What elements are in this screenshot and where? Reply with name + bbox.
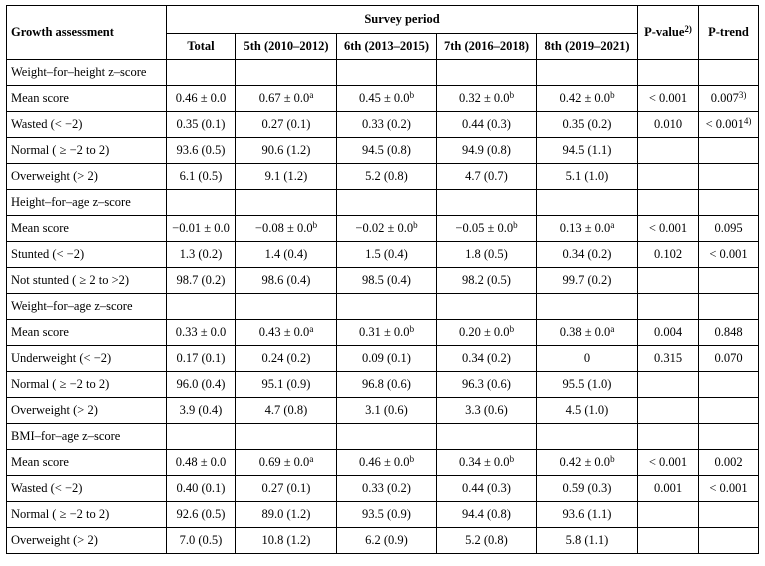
cell-value: 3.3 (0.6) — [465, 403, 508, 417]
cell-7th — [437, 398, 537, 424]
cell-value: 93.5 (0.9) — [362, 507, 411, 521]
cell-7th — [437, 346, 537, 372]
cell-total — [167, 398, 236, 424]
cell-value: 0.315 — [653, 351, 683, 365]
p-value-label: P-value — [644, 25, 685, 39]
cell-value: 0.070 — [714, 351, 743, 365]
cell-5th — [236, 164, 337, 190]
cell-total — [167, 476, 236, 502]
cell-6th — [337, 528, 437, 554]
cell-5th — [236, 138, 337, 164]
empty-cell — [236, 294, 337, 320]
cell-superscript: b — [610, 90, 615, 100]
cell-value: 1.3 (0.2) — [179, 247, 223, 261]
cell-8th — [537, 112, 638, 138]
cell-value: 5.2 (0.8) — [465, 533, 508, 547]
cell-p-value — [638, 242, 699, 268]
cell-5th — [236, 398, 337, 424]
cell-value: 0.31 ± 0.0 — [358, 325, 410, 339]
cell-value: 98.6 (0.4) — [261, 273, 311, 287]
cell-6th — [337, 476, 437, 502]
cell-p-value — [638, 528, 699, 554]
table-wrapper — [6, 5, 759, 554]
cell-value: 6.2 (0.9) — [365, 533, 408, 547]
cell-superscript: a — [309, 454, 314, 464]
table-row — [7, 320, 759, 346]
cell-p-trend — [699, 528, 759, 554]
cell-8th — [537, 268, 638, 294]
empty-cell — [699, 60, 759, 86]
cell-superscript: a — [309, 324, 314, 334]
cell-superscript: b — [409, 454, 415, 464]
cell-p-trend — [699, 216, 759, 242]
cell-p-value — [638, 398, 699, 424]
cell-p-trend — [699, 112, 759, 138]
empty-cell — [537, 294, 638, 320]
cell-p-value — [638, 86, 699, 112]
cell-superscript: 4) — [743, 116, 752, 126]
cell-value: 93.6 (0.5) — [176, 143, 226, 157]
cell-value: 3.1 (0.6) — [365, 403, 408, 417]
cell-6th — [337, 346, 437, 372]
cell-value: 0.33 (0.2) — [362, 117, 411, 131]
cell-value: 0.09 (0.1) — [362, 351, 411, 365]
cell-value: 94.5 (0.8) — [362, 143, 411, 157]
cell-7th — [437, 242, 537, 268]
table-body — [7, 60, 759, 554]
cell-superscript: b — [513, 220, 518, 230]
table-row — [7, 268, 759, 294]
empty-cell — [537, 424, 638, 450]
survey-period-header: Survey period — [167, 6, 638, 34]
section-row — [7, 294, 759, 320]
cell-superscript: 3) — [738, 90, 747, 100]
cell-5th — [236, 268, 337, 294]
section-title: Weight–for–age z–score — [7, 294, 167, 320]
cell-5th — [236, 112, 337, 138]
cell-8th — [537, 528, 638, 554]
cell-superscript: b — [409, 324, 415, 334]
cell-value: < 0.001 — [709, 481, 748, 495]
cell-total — [167, 268, 236, 294]
cell-p-trend — [699, 138, 759, 164]
cell-7th — [437, 112, 537, 138]
cell-value: 3.9 (0.4) — [179, 403, 223, 417]
cell-value: 94.5 (1.1) — [562, 143, 612, 157]
row-label: Mean score — [7, 320, 167, 346]
cell-6th — [337, 450, 437, 476]
cell-value: 0.33 (0.2) — [362, 481, 411, 495]
cell-total — [167, 216, 236, 242]
cell-8th — [537, 372, 638, 398]
cell-5th — [236, 528, 337, 554]
cell-value: 99.7 (0.2) — [562, 273, 612, 287]
cell-value: 94.9 (0.8) — [462, 143, 511, 157]
cell-6th — [337, 138, 437, 164]
cell-value: 5.2 (0.8) — [365, 169, 408, 183]
row-label: Wasted (< −2) — [7, 476, 167, 502]
cell-total — [167, 320, 236, 346]
cell-p-value — [638, 268, 699, 294]
cell-value: 5.1 (1.0) — [565, 169, 609, 183]
empty-cell — [537, 190, 638, 216]
cell-value: < 0.001 — [709, 247, 748, 261]
cell-total — [167, 372, 236, 398]
cell-value: 0.33 ± 0.0 — [175, 325, 227, 339]
cell-value: 0.44 (0.3) — [462, 117, 511, 131]
cell-value: 98.7 (0.2) — [176, 273, 226, 287]
cell-value: 98.5 (0.4) — [362, 273, 411, 287]
row-label: Mean score — [7, 216, 167, 242]
cell-p-trend — [699, 268, 759, 294]
cell-p-trend — [699, 372, 759, 398]
p-trend-header: P-trend — [699, 6, 759, 60]
empty-cell — [638, 294, 699, 320]
cell-value: < 0.001 — [648, 91, 688, 105]
cell-p-value — [638, 112, 699, 138]
cell-6th — [337, 398, 437, 424]
cell-value: −0.02 ± 0.0 — [355, 221, 414, 235]
row-label: Underweight (< −2) — [7, 346, 167, 372]
cell-5th — [236, 476, 337, 502]
empty-cell — [236, 424, 337, 450]
cell-value: 4.5 (1.0) — [565, 403, 609, 417]
cell-value: 0 — [583, 351, 591, 365]
cell-p-value — [638, 216, 699, 242]
cell-value: 10.8 (1.2) — [261, 533, 311, 547]
table-row — [7, 476, 759, 502]
cell-value: 7.0 (0.5) — [179, 533, 223, 547]
cell-5th — [236, 216, 337, 242]
cell-6th — [337, 502, 437, 528]
cell-value: 0.38 ± 0.0 — [559, 325, 611, 339]
column-header-5th: 5th (2010–2012) — [236, 34, 337, 60]
cell-6th — [337, 112, 437, 138]
section-row — [7, 424, 759, 450]
cell-value: 0.48 ± 0.0 — [175, 455, 227, 469]
cell-6th — [337, 216, 437, 242]
cell-p-trend — [699, 346, 759, 372]
cell-value: 0.27 (0.1) — [261, 117, 311, 131]
table-row — [7, 112, 759, 138]
cell-7th — [437, 138, 537, 164]
cell-p-trend — [699, 398, 759, 424]
cell-p-value — [638, 372, 699, 398]
table-row — [7, 86, 759, 112]
cell-6th — [337, 372, 437, 398]
row-label: Overweight (> 2) — [7, 528, 167, 554]
empty-cell — [337, 294, 437, 320]
cell-8th — [537, 450, 638, 476]
cell-total — [167, 450, 236, 476]
empty-cell — [167, 424, 236, 450]
cell-value: 4.7 (0.8) — [264, 403, 308, 417]
cell-total — [167, 502, 236, 528]
header-row-1 — [7, 6, 759, 34]
cell-p-trend — [699, 476, 759, 502]
empty-cell — [437, 294, 537, 320]
cell-p-trend — [699, 502, 759, 528]
row-label: Mean score — [7, 86, 167, 112]
table-row — [7, 502, 759, 528]
cell-7th — [437, 450, 537, 476]
p-value-header — [638, 6, 699, 60]
cell-value: 0.010 — [653, 117, 683, 131]
cell-value: 0.007 — [710, 91, 739, 105]
empty-cell — [236, 60, 337, 86]
cell-superscript: b — [610, 454, 615, 464]
cell-5th — [236, 502, 337, 528]
cell-value: 0.59 (0.3) — [562, 481, 612, 495]
table-row — [7, 164, 759, 190]
cell-value: −0.08 ± 0.0 — [254, 221, 313, 235]
cell-7th — [437, 372, 537, 398]
row-label: Wasted (< −2) — [7, 112, 167, 138]
cell-8th — [537, 86, 638, 112]
empty-cell — [236, 190, 337, 216]
section-title: Weight–for–height z–score — [7, 60, 167, 86]
table-row — [7, 242, 759, 268]
section-row — [7, 60, 759, 86]
cell-6th — [337, 268, 437, 294]
cell-value: 0.004 — [653, 325, 683, 339]
empty-cell — [167, 294, 236, 320]
cell-value: 0.46 ± 0.0 — [358, 455, 410, 469]
table-row — [7, 346, 759, 372]
row-label: Overweight (> 2) — [7, 164, 167, 190]
cell-p-value — [638, 164, 699, 190]
cell-value: < 0.001 — [648, 221, 688, 235]
cell-value: 0.42 ± 0.0 — [559, 455, 611, 469]
table-row — [7, 138, 759, 164]
cell-value: 0.24 (0.2) — [261, 351, 311, 365]
cell-value: 0.45 ± 0.0 — [358, 91, 410, 105]
cell-total — [167, 86, 236, 112]
column-header-8th: 8th (2019–2021) — [537, 34, 638, 60]
cell-value: 0.102 — [653, 247, 683, 261]
empty-cell — [167, 60, 236, 86]
cell-p-trend — [699, 450, 759, 476]
cell-7th — [437, 502, 537, 528]
cell-superscript: a — [610, 324, 615, 334]
table-row — [7, 528, 759, 554]
cell-value: 0.848 — [714, 325, 743, 339]
p-value-footnote: 2) — [684, 24, 692, 34]
cell-8th — [537, 502, 638, 528]
cell-value: 93.6 (1.1) — [562, 507, 612, 521]
cell-value: 89.0 (1.2) — [261, 507, 311, 521]
cell-p-value — [638, 320, 699, 346]
cell-superscript: b — [509, 324, 515, 334]
cell-total — [167, 242, 236, 268]
cell-8th — [537, 242, 638, 268]
cell-superscript: b — [409, 90, 415, 100]
cell-5th — [236, 320, 337, 346]
cell-superscript: b — [413, 220, 418, 230]
cell-value: 0.43 ± 0.0 — [258, 325, 310, 339]
cell-8th — [537, 398, 638, 424]
row-label: Not stunted ( ≥ 2 to >2) — [7, 268, 167, 294]
cell-7th — [437, 216, 537, 242]
empty-cell — [699, 190, 759, 216]
cell-5th — [236, 372, 337, 398]
cell-value: 1.5 (0.4) — [365, 247, 408, 261]
cell-7th — [437, 164, 537, 190]
cell-superscript: b — [509, 90, 515, 100]
section-title: Height–for–age z–score — [7, 190, 167, 216]
row-label: Overweight (> 2) — [7, 398, 167, 424]
cell-value: 1.4 (0.4) — [264, 247, 308, 261]
cell-p-trend — [699, 164, 759, 190]
cell-7th — [437, 320, 537, 346]
cell-p-trend — [699, 86, 759, 112]
empty-cell — [537, 60, 638, 86]
cell-value: 1.8 (0.5) — [465, 247, 508, 261]
cell-value: 0.34 (0.2) — [462, 351, 511, 365]
cell-p-value — [638, 502, 699, 528]
cell-p-trend — [699, 320, 759, 346]
cell-superscript: a — [610, 220, 615, 230]
growth-assessment-table — [6, 5, 759, 554]
cell-value: 0.34 ± 0.0 — [458, 455, 510, 469]
cell-p-value — [638, 138, 699, 164]
cell-value: 0.46 ± 0.0 — [175, 91, 227, 105]
table-row — [7, 450, 759, 476]
cell-p-trend — [699, 242, 759, 268]
cell-5th — [236, 346, 337, 372]
cell-value: 0.002 — [714, 455, 743, 469]
empty-cell — [638, 424, 699, 450]
empty-cell — [437, 424, 537, 450]
cell-value: 96.8 (0.6) — [362, 377, 411, 391]
cell-7th — [437, 528, 537, 554]
cell-value: 0.17 (0.1) — [176, 351, 226, 365]
cell-value: 90.6 (1.2) — [261, 143, 311, 157]
table-row — [7, 398, 759, 424]
column-header-6th: 6th (2013–2015) — [337, 34, 437, 60]
cell-6th — [337, 320, 437, 346]
cell-value: 0.35 (0.1) — [176, 117, 226, 131]
cell-value: −0.05 ± 0.0 — [455, 221, 514, 235]
cell-value: 0.32 ± 0.0 — [458, 91, 510, 105]
cell-value: 0.13 ± 0.0 — [559, 221, 611, 235]
cell-total — [167, 164, 236, 190]
cell-8th — [537, 164, 638, 190]
cell-value: 0.69 ± 0.0 — [258, 455, 310, 469]
cell-value: 4.7 (0.7) — [465, 169, 508, 183]
empty-cell — [337, 190, 437, 216]
empty-cell — [437, 60, 537, 86]
table-row — [7, 372, 759, 398]
cell-value: 9.1 (1.2) — [264, 169, 308, 183]
column-header-total: Total — [167, 34, 236, 60]
empty-cell — [699, 294, 759, 320]
cell-8th — [537, 216, 638, 242]
empty-cell — [337, 424, 437, 450]
section-row — [7, 190, 759, 216]
cell-5th — [236, 450, 337, 476]
cell-7th — [437, 86, 537, 112]
cell-value: < 0.001 — [648, 455, 688, 469]
cell-value: −0.01 ± 0.0 — [172, 221, 230, 235]
cell-value: 94.4 (0.8) — [462, 507, 511, 521]
cell-value: 96.3 (0.6) — [462, 377, 511, 391]
empty-cell — [699, 424, 759, 450]
cell-total — [167, 112, 236, 138]
empty-cell — [638, 60, 699, 86]
cell-value: 6.1 (0.5) — [179, 169, 223, 183]
empty-cell — [167, 190, 236, 216]
cell-8th — [537, 138, 638, 164]
cell-value: 0.34 (0.2) — [562, 247, 612, 261]
cell-5th — [236, 242, 337, 268]
empty-cell — [638, 190, 699, 216]
cell-value: 0.27 (0.1) — [261, 481, 311, 495]
cell-value: 0.20 ± 0.0 — [458, 325, 510, 339]
cell-value: 92.6 (0.5) — [176, 507, 226, 521]
cell-8th — [537, 320, 638, 346]
cell-value: 0.44 (0.3) — [462, 481, 511, 495]
cell-5th — [236, 86, 337, 112]
cell-value: 95.1 (0.9) — [261, 377, 311, 391]
cell-total — [167, 138, 236, 164]
cell-7th — [437, 268, 537, 294]
cell-6th — [337, 86, 437, 112]
row-label: Mean score — [7, 450, 167, 476]
cell-p-value — [638, 346, 699, 372]
cell-value: 0.095 — [714, 221, 743, 235]
cell-8th — [537, 346, 638, 372]
row-label: Normal ( ≥ −2 to 2) — [7, 138, 167, 164]
cell-value: 0.42 ± 0.0 — [559, 91, 611, 105]
row-label: Normal ( ≥ −2 to 2) — [7, 372, 167, 398]
cell-value: 0.40 (0.1) — [176, 481, 226, 495]
cell-p-value — [638, 476, 699, 502]
table-row — [7, 216, 759, 242]
cell-7th — [437, 476, 537, 502]
cell-total — [167, 528, 236, 554]
cell-superscript: a — [309, 90, 314, 100]
cell-superscript: b — [312, 220, 318, 230]
cell-value: 0.35 (0.2) — [562, 117, 612, 131]
growth-assessment-header: Growth assessment — [7, 6, 167, 60]
row-label: Normal ( ≥ −2 to 2) — [7, 502, 167, 528]
cell-6th — [337, 242, 437, 268]
cell-total — [167, 346, 236, 372]
section-title: BMI–for–age z–score — [7, 424, 167, 450]
empty-cell — [437, 190, 537, 216]
cell-value: 98.2 (0.5) — [462, 273, 511, 287]
cell-value: 0.001 — [653, 481, 683, 495]
cell-value: 0.67 ± 0.0 — [258, 91, 310, 105]
empty-cell — [337, 60, 437, 86]
cell-superscript: b — [509, 454, 515, 464]
row-label: Stunted (< −2) — [7, 242, 167, 268]
cell-value: 5.8 (1.1) — [565, 533, 609, 547]
cell-value: 95.5 (1.0) — [562, 377, 612, 391]
cell-value: 96.0 (0.4) — [176, 377, 226, 391]
cell-p-value — [638, 450, 699, 476]
column-header-7th: 7th (2016–2018) — [437, 34, 537, 60]
cell-8th — [537, 476, 638, 502]
cell-6th — [337, 164, 437, 190]
cell-value: < 0.001 — [705, 117, 744, 131]
